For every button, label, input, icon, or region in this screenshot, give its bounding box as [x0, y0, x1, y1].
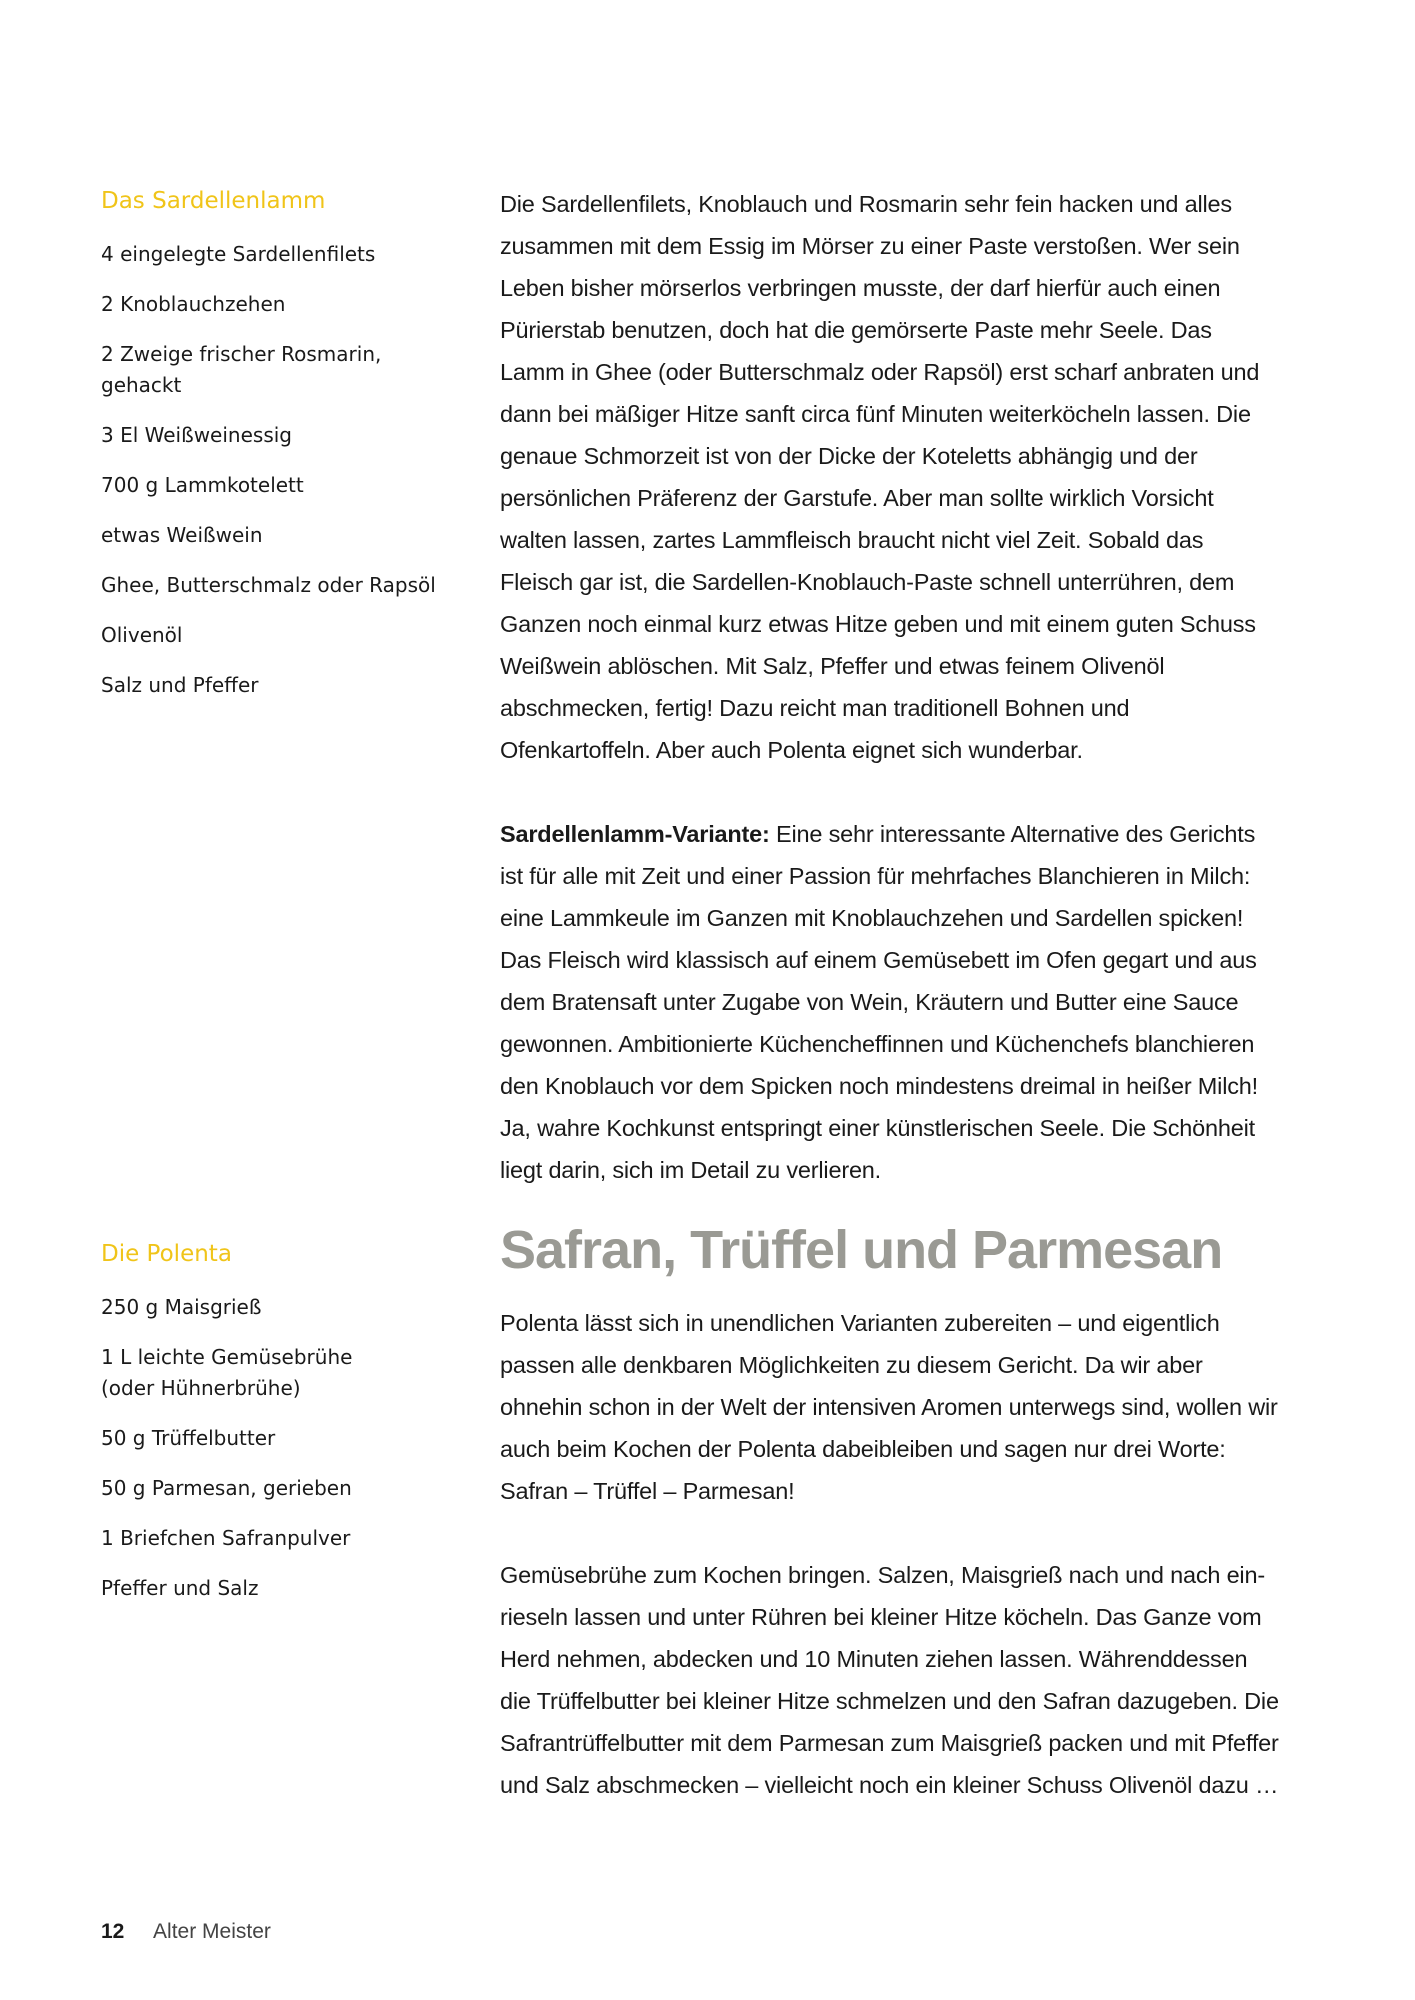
instructions-sardellenlamm — [500, 183, 1280, 1191]
variant-text: Eine sehr interessante Alternative des Gerichts ist für alle mit Zeit und einer Passion für mehrfaches Blanchieren in Milch: eine Lammkeule im Ganzen mit Knoblauchzehen und Sardellen spicken! Das Fleisch wird klassisch auf einem Gemüsebett im Ofen gegart und aus dem Bratensaft unter Zugabe von Wein, Kräutern und Butter eine Sauce gewonnen. Ambitionierte Küchencheffinnen und Küchenchefs blanchieren den Knoblauch vor dem Spicken noch mindestens dreimal in heißer Milch! Ja, wahre Kochkunst entspringt einer künstlerischen Seele. Die Schönheit liegt darin, sich im Detail zu verlieren. — [500, 821, 1258, 1183]
page-title: Safran, Trüffel und Parmesan — [500, 1220, 1223, 1280]
ingredient-item: Ghee, Butterschmalz oder Rapsöl — [101, 573, 436, 597]
ingredient-item: 250 g Maisgrieß — [101, 1295, 262, 1319]
instruction-paragraph: Gemüsebrühe zum Kochen bringen. Salzen, Maisgrieß nach und nach einrieseln lassen und unter Rühren bei kleiner Hitze köcheln. Das Ganze vom Herd nehmen, abdecken und 10 Minuten ziehen lassen. Währenddessen die Trüffelbutter bei kleiner Hitze schmelzen und den Safran dazugeben. Die Safrantrüffelbutter mit dem Parmesan zum Maisgrieß packen und mit Pfeffer und Salz abschmecken – vielleicht noch ein kleiner Schuss Olivenöl dazu … — [500, 1562, 1279, 1798]
section-heading-sardellenlamm: Das Sardellenlamm — [101, 188, 326, 214]
instructions-polenta — [500, 1218, 1280, 1806]
section-heading-polenta: Die Polenta — [101, 1241, 232, 1267]
ingredient-item: 4 eingelegte Sardellenfilets — [101, 242, 376, 266]
instruction-paragraph: Polenta lässt sich in unendlichen Varianten zubereiten – und eigentlich passen alle denkbaren Möglichkeiten zu diesem Gericht. Da wir aber ohnehin schon in der Welt der intensiven Aromen unterwegs sind, wollen wir auch beim Kochen der Polenta dabeibleiben und sagen nur drei Worte: Safran – Trüffel – Parmesan! — [500, 1310, 1278, 1504]
page-number: 12 — [101, 1920, 125, 1943]
page-footer — [101, 1920, 271, 1944]
ingredient-item: 1 Briefchen Safranpulver — [101, 1526, 351, 1550]
ingredient-list — [101, 239, 461, 701]
ingredients-sardellenlamm — [101, 185, 461, 720]
ingredient-item: etwas Weißwein — [101, 523, 263, 547]
book-title: Alter Meister — [153, 1920, 271, 1943]
instruction-paragraph: Die Sardellenfilets, Knoblauch und Rosmarin sehr fein hacken und alles zusammen mit dem Essig im Mörser zu einer Paste verstoßen. Wer sein Leben bisher mörserlos verbringen musste, der darf hierfür auch einen Pürierstab benutzen, doch hat die gemörserte Paste mehr Seele. Das Lamm in Ghee (oder Butterschmalz oder Rapsöl) erst scharf anbraten und dann bei mäßiger Hitze sanft circa fünf Minuten weiterköcheln lassen. Die genaue Schmorzeit ist von der Dicke der Koteletts abhängig und der persönlichen Präferenz der Garstufe. Aber man sollte wirklich Vorsicht walten lassen, zartes Lammfleisch braucht nicht viel Zeit. Sobald das Fleisch gar ist, die Sardellen-Knoblauch-Paste schnell unterrühren, dem Ganzen noch einmal kurz etwas Hitze geben und mit einem guten Schuss Weißwein ablöschen. Mit Salz, Pfeffer und etwas feinem Olivenöl abschmecken, fertig! Dazu reicht man traditionell Bohnen und Ofenkartoffeln. Aber auch Polenta eignet sich wunderbar. — [500, 191, 1260, 763]
ingredient-item: 2 Zweige frischer Rosmarin, gehackt — [101, 342, 382, 397]
ingredient-list — [101, 1292, 461, 1604]
ingredient-item: 2 Knoblauchzehen — [101, 292, 286, 316]
variant-label: Sardellenlamm-Variante: — [500, 821, 770, 847]
ingredient-item: Olivenöl — [101, 623, 183, 647]
ingredient-item: 3 El Weißweinessig — [101, 423, 292, 447]
ingredient-item: 1 L leichte Gemüsebrühe (oder Hühnerbrühe) — [101, 1345, 353, 1400]
ingredient-item: 50 g Trüffelbutter — [101, 1426, 276, 1450]
ingredients-polenta — [101, 1238, 461, 1623]
variant-paragraph — [500, 813, 1280, 1191]
ingredient-item: 50 g Parmesan, gerieben — [101, 1476, 352, 1500]
ingredient-item: Salz und Pfeffer — [101, 673, 259, 697]
ingredient-item: Pfeffer und Salz — [101, 1576, 259, 1600]
ingredient-item: 700 g Lammkotelett — [101, 473, 304, 497]
